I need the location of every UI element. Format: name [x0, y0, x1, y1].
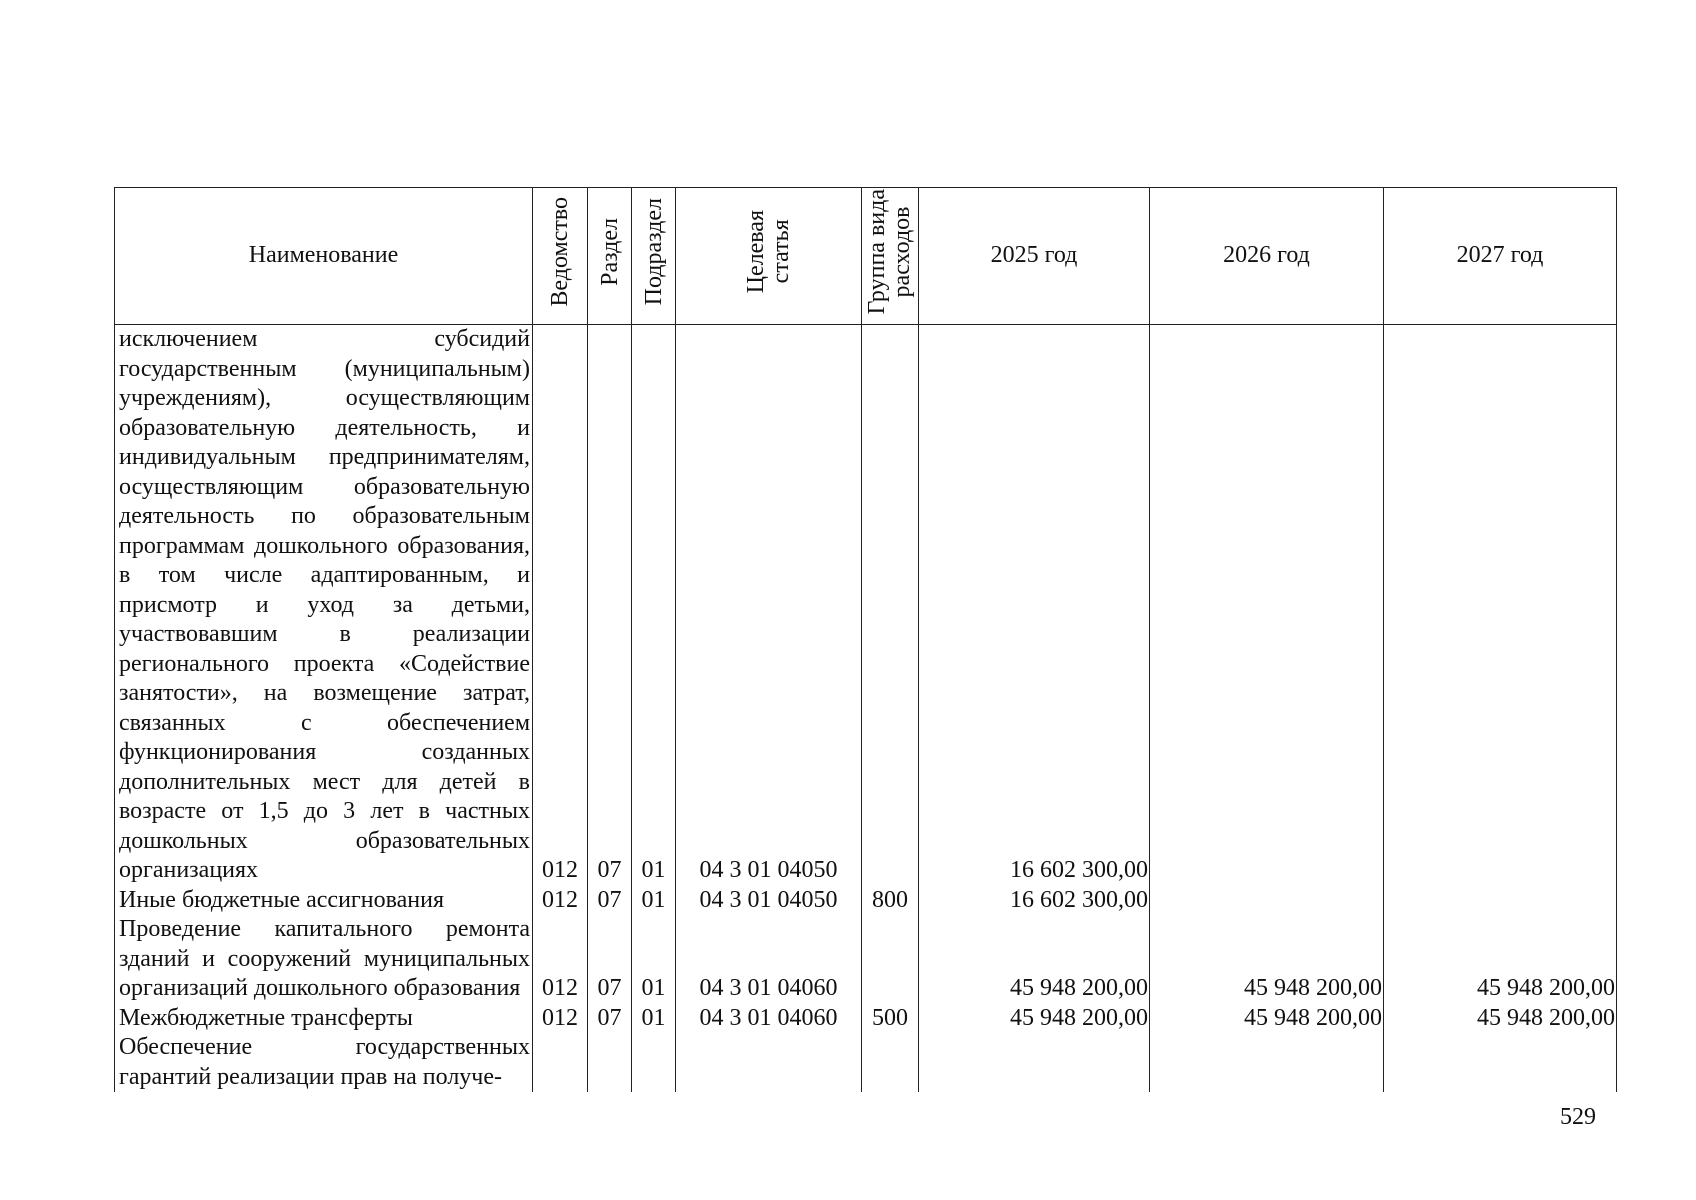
- row-podrazdel: 01: [632, 325, 676, 886]
- row-podrazdel: 01: [632, 915, 676, 1004]
- row-podrazdel: 01: [632, 1004, 676, 1034]
- row-vedomstvo: [533, 1033, 588, 1092]
- row-celevaya: 04 3 01 04060: [676, 915, 862, 1004]
- row-razdel: [588, 1033, 632, 1092]
- row-razdel: 07: [588, 325, 632, 886]
- header-2027-label: 2027 год: [1456, 242, 1544, 269]
- header-2025: [919, 188, 1150, 325]
- table-row: [115, 886, 1617, 916]
- row-2026: 45 948 200,00: [1150, 915, 1384, 1004]
- row-celevaya: 04 3 01 04050: [676, 325, 862, 886]
- row-vedomstvo: 012: [533, 915, 588, 1004]
- row-name: Обеспечение государственных гарантий реализации прав на получе-: [115, 1033, 533, 1092]
- row-2025: [919, 1033, 1150, 1092]
- row-podrazdel: [632, 1033, 676, 1092]
- row-2026: [1150, 886, 1384, 916]
- table-header-row: [115, 188, 1617, 325]
- row-vedomstvo: 012: [533, 325, 588, 886]
- row-vedomstvo: 012: [533, 886, 588, 916]
- header-gruppa-line1: Группа вида: [864, 189, 890, 315]
- header-vedomstvo: [533, 188, 588, 325]
- row-2025: 45 948 200,00: [919, 1004, 1150, 1034]
- header-name-label: Наименование: [248, 242, 399, 269]
- row-gruppa: [862, 915, 919, 1004]
- header-2025-label: 2025 год: [990, 242, 1078, 269]
- header-2026-label: 2026 год: [1223, 242, 1310, 269]
- budget-table: [114, 187, 1617, 1092]
- row-gruppa: [862, 1033, 919, 1092]
- row-2026: [1150, 1033, 1384, 1092]
- table-row: [115, 915, 1617, 1004]
- page-number: 529: [1560, 1104, 1596, 1130]
- header-gruppa-line2: расходов: [889, 206, 915, 298]
- row-name: Проведение капитального ремонта зданий и сооружений муниципальных организаций дошкольного образования: [115, 915, 533, 1004]
- row-celevaya: [676, 1033, 862, 1092]
- row-razdel: 07: [588, 915, 632, 1004]
- row-name: Иные бюджетные ассигнования: [115, 886, 533, 916]
- table-row: [115, 325, 1617, 886]
- row-2027: 45 948 200,00: [1384, 1004, 1617, 1034]
- table-row: [115, 1033, 1617, 1092]
- row-razdel: 07: [588, 1004, 632, 1034]
- row-2025: 45 948 200,00: [919, 915, 1150, 1004]
- header-celevaya-line1: Целевая: [742, 210, 769, 294]
- header-podrazdel: [632, 188, 676, 325]
- header-celevaya-line2: статья: [767, 219, 794, 284]
- row-2025: 16 602 300,00: [919, 325, 1150, 886]
- header-name: [115, 188, 533, 325]
- row-razdel: 07: [588, 886, 632, 916]
- header-gruppa-vida-rashodov: [862, 188, 919, 325]
- row-gruppa: 500: [862, 1004, 919, 1034]
- header-2027: [1384, 188, 1617, 325]
- header-celevaya-label: [744, 210, 794, 293]
- table-row: [115, 1004, 1617, 1034]
- row-gruppa: 800: [862, 886, 919, 916]
- row-vedomstvo: 012: [533, 1004, 588, 1034]
- header-vedomstvo-label: Ведомство: [547, 196, 573, 307]
- row-name: Межбюджетные трансферты: [115, 1004, 533, 1034]
- row-2027: 45 948 200,00: [1384, 915, 1617, 1004]
- row-2027: [1384, 886, 1617, 916]
- row-name: исключением субсидий государственным (муниципальным) учреждениям), осуществляющим образовательную деятельность, и индивидуальным предпринимателям, осуществляющим образовательную деятельность по образовательным программам дошкольного образования, в том числе адаптированным, и присмотр и уход за детьми, участвовавшим в реализации регионального проекта «Содействие занятости», на возмещение затрат, связанных с обеспечением функционирования созданных дополнительных мест для детей в возрасте от 1,5 до 3 лет в частных дошкольных образовательных организациях: [115, 325, 533, 886]
- row-celevaya: 04 3 01 04050: [676, 886, 862, 916]
- row-podrazdel: 01: [632, 886, 676, 916]
- row-celevaya: 04 3 01 04060: [676, 1004, 862, 1034]
- header-gruppa-label: [865, 189, 915, 314]
- row-2027: [1384, 1033, 1617, 1092]
- row-2026: [1150, 325, 1384, 886]
- header-podrazdel-label: Подраздел: [640, 198, 667, 306]
- row-2027: [1384, 325, 1617, 886]
- row-gruppa: [862, 325, 919, 886]
- row-2025: 16 602 300,00: [919, 886, 1150, 916]
- header-razdel-label: Раздел: [596, 217, 623, 286]
- row-2026: 45 948 200,00: [1150, 1004, 1384, 1034]
- header-2026: [1150, 188, 1384, 325]
- header-razdel: [588, 188, 632, 325]
- header-celevaya-statya: [676, 188, 862, 325]
